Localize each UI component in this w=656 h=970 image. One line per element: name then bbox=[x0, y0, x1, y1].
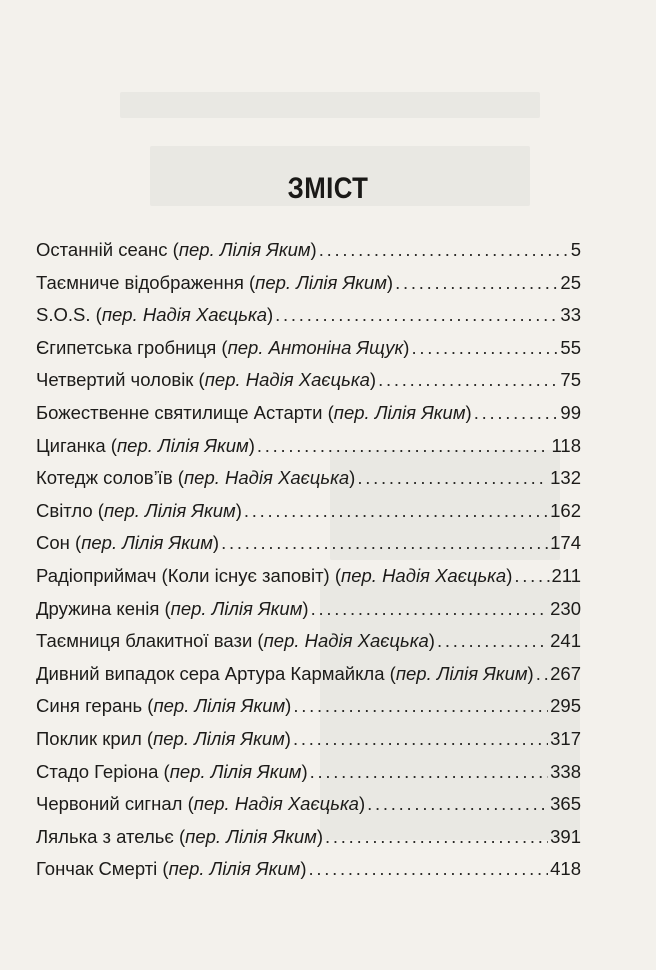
toc-entry bbox=[36, 625, 581, 658]
toc-entry-title: Єгипетська гробниця (пер. Антоніна Ящук) bbox=[36, 336, 410, 358]
toc-entry bbox=[36, 397, 581, 430]
dot-leader bbox=[378, 364, 558, 397]
story-title: Останній сеанс bbox=[36, 239, 168, 260]
page-number: 418 bbox=[550, 858, 581, 880]
story-title: Четвертий чоловік bbox=[36, 369, 194, 391]
page-number: 295 bbox=[550, 695, 581, 717]
dot-leader bbox=[244, 495, 548, 528]
translator-credit: пер. Лілія Яким bbox=[168, 858, 301, 880]
translator-credit: пер. Надія Хаєцька bbox=[193, 793, 359, 815]
table-of-contents bbox=[36, 234, 581, 886]
page-number: 25 bbox=[560, 271, 581, 293]
dot-leader bbox=[357, 462, 548, 495]
toc-entry-title: S.O.S. (пер. Надія Хаєцька) bbox=[36, 304, 274, 326]
translator-credit: пер. Лілія Яким bbox=[81, 532, 213, 554]
translator-credit: пер. Лілія Яким bbox=[333, 401, 466, 423]
translator-credit: пер. Лілія Яким bbox=[116, 434, 249, 456]
translator-credit: пер. Лілія Яким bbox=[185, 825, 317, 847]
toc-entry bbox=[36, 593, 581, 626]
page-number: 174 bbox=[550, 532, 581, 554]
dot-leader bbox=[311, 593, 549, 626]
dot-leader bbox=[514, 560, 549, 593]
page-number: 75 bbox=[560, 369, 581, 391]
dot-leader bbox=[437, 625, 548, 658]
page-number: 317 bbox=[550, 727, 581, 749]
toc-entry-title: Останній сеанс (пер. Лілія Яким) bbox=[36, 239, 317, 260]
translator-credit: пер. Лілія Яким bbox=[169, 760, 302, 782]
page-number: 5 bbox=[570, 239, 581, 260]
translator-credit: пер. Лілія Яким bbox=[153, 695, 286, 717]
story-title: Гончак Смерті bbox=[36, 858, 158, 880]
story-title: Божественне святилище Астарти bbox=[36, 401, 323, 423]
toc-entry bbox=[36, 788, 581, 821]
story-title: Синя герань bbox=[36, 695, 143, 717]
dot-leader bbox=[257, 430, 550, 463]
page-number: 99 bbox=[560, 401, 581, 423]
dot-leader bbox=[221, 527, 548, 560]
page-number: 267 bbox=[550, 662, 581, 684]
translator-credit: пер. Лілія Яким bbox=[153, 727, 285, 749]
dot-leader bbox=[474, 397, 559, 430]
dot-leader bbox=[536, 658, 548, 691]
story-title: Стадо Геріона bbox=[36, 760, 159, 782]
dot-leader bbox=[293, 723, 548, 756]
translator-credit: пер. Антоніна Ящук bbox=[227, 336, 404, 358]
translator-credit: пер. Надія Хаєцька bbox=[204, 369, 370, 391]
dot-leader bbox=[319, 234, 569, 267]
toc-entry-title: Дружина кенія (пер. Лілія Яким) bbox=[36, 597, 309, 619]
page-number: 211 bbox=[551, 564, 581, 586]
translator-credit: пер. Лілія Яким bbox=[395, 662, 528, 684]
toc-entry bbox=[36, 364, 581, 397]
story-title: Поклик крил bbox=[36, 727, 142, 749]
story-title: Червоний сигнал bbox=[36, 793, 183, 815]
story-title: Циганка bbox=[36, 434, 106, 456]
toc-entry-title: Поклик крил (пер. Лілія Яким) bbox=[36, 727, 291, 749]
toc-entry bbox=[36, 658, 581, 691]
story-title: Сон bbox=[36, 532, 70, 554]
toc-entry-title: Таємниче відображення (пер. Лілія Яким) bbox=[36, 271, 394, 293]
toc-entry-title: Лялька з ательє (пер. Лілія Яким) bbox=[36, 825, 324, 847]
toc-entry-title: Радіоприймач (Коли існує заповіт) (пер. Надія Хаєцька) bbox=[36, 564, 513, 586]
toc-entry bbox=[36, 853, 581, 886]
toc-entry-title: Циганка (пер. Лілія Яким) bbox=[36, 434, 255, 456]
page-number: 33 bbox=[560, 304, 581, 326]
toc-entry bbox=[36, 332, 581, 365]
toc-entry bbox=[36, 267, 581, 300]
page-number: 132 bbox=[550, 467, 581, 489]
dot-leader bbox=[308, 853, 548, 886]
toc-entry bbox=[36, 495, 581, 528]
toc-entry bbox=[36, 234, 581, 267]
page-number: 391 bbox=[550, 825, 581, 847]
toc-entry-title: Божественне святилище Астарти (пер. Лілія Яким) bbox=[36, 401, 472, 423]
page-title: ЗМІСТ bbox=[287, 172, 369, 205]
translator-credit: пер. Лілія Яким bbox=[178, 239, 311, 260]
toc-entry bbox=[36, 462, 581, 495]
page-number: 55 bbox=[560, 336, 581, 358]
dot-leader bbox=[310, 756, 549, 789]
story-title: Дружина кенія bbox=[36, 597, 160, 619]
translator-credit: пер. Надія Хаєцька bbox=[101, 304, 267, 326]
toc-entry-title: Стадо Геріона (пер. Лілія Яким) bbox=[36, 760, 308, 782]
page-number: 365 bbox=[550, 793, 581, 815]
translator-credit: пер. Лілія Яким bbox=[170, 597, 303, 619]
story-title: Котедж солов’їв bbox=[36, 467, 173, 489]
toc-entry bbox=[36, 430, 581, 463]
story-title: Таємниця блакитної вази bbox=[36, 630, 253, 652]
dot-leader bbox=[367, 788, 548, 821]
dot-leader bbox=[411, 332, 558, 365]
translator-credit: пер. Надія Хаєцька bbox=[263, 630, 429, 652]
toc-entry bbox=[36, 821, 581, 854]
toc-entry bbox=[36, 756, 581, 789]
story-title: Єгипетська гробниця bbox=[36, 336, 217, 358]
page-number: 162 bbox=[550, 499, 581, 521]
story-title: S.O.S. bbox=[36, 304, 91, 326]
dot-leader bbox=[275, 299, 558, 332]
toc-entry-title: Червоний сигнал (пер. Надія Хаєцька) bbox=[36, 793, 366, 815]
story-title: Дивний випадок сера Артура Кармайкла bbox=[36, 662, 385, 684]
translator-credit: пер. Лілія Яким bbox=[103, 499, 236, 521]
toc-entry-title: Таємниця блакитної вази (пер. Надія Хаєцька) bbox=[36, 630, 435, 652]
toc-entry bbox=[36, 527, 581, 560]
story-title: Таємниче відображення bbox=[36, 271, 244, 293]
toc-entry-title: Світло (пер. Лілія Яким) bbox=[36, 499, 242, 521]
translator-credit: пер. Надія Хаєцька bbox=[341, 564, 507, 586]
page-number: 118 bbox=[551, 434, 581, 456]
bleed-through bbox=[120, 92, 540, 118]
toc-entry-title: Синя герань (пер. Лілія Яким) bbox=[36, 695, 292, 717]
story-title: Радіоприймач (Коли існує заповіт) bbox=[36, 564, 330, 586]
translator-credit: пер. Надія Хаєцька bbox=[183, 467, 350, 489]
dot-leader bbox=[395, 267, 558, 300]
story-title: Лялька з ательє bbox=[36, 825, 174, 847]
toc-entry-title: Дивний випадок сера Артура Кармайкла (пер. Лілія Яким) bbox=[36, 662, 534, 684]
dot-leader bbox=[293, 690, 548, 723]
dot-leader bbox=[325, 821, 548, 854]
toc-entry-title: Гончак Смерті (пер. Лілія Яким) bbox=[36, 858, 307, 880]
toc-entry-title: Сон (пер. Лілія Яким) bbox=[36, 532, 220, 554]
toc-entry bbox=[36, 560, 581, 593]
page-number: 230 bbox=[550, 597, 581, 619]
toc-entry bbox=[36, 299, 581, 332]
page-number: 338 bbox=[550, 760, 581, 782]
translator-credit: пер. Лілія Яким bbox=[255, 271, 387, 293]
page-number: 241 bbox=[550, 630, 581, 652]
story-title: Світло bbox=[36, 499, 93, 521]
toc-entry-title: Четвертий чоловік (пер. Надія Хаєцька) bbox=[36, 369, 377, 391]
toc-entry bbox=[36, 690, 581, 723]
toc-entry-title: Котедж солов’їв (пер. Надія Хаєцька) bbox=[36, 467, 356, 489]
toc-entry bbox=[36, 723, 581, 756]
